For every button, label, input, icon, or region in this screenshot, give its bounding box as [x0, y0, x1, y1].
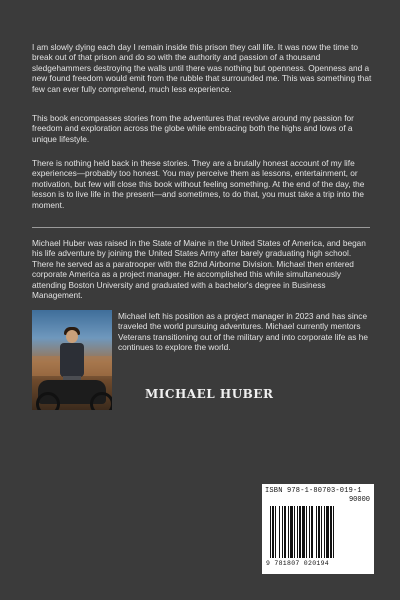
barcode-icon — [262, 484, 374, 574]
photo-person-body — [60, 343, 84, 377]
photo-person-head — [66, 330, 78, 343]
section-divider — [32, 227, 370, 228]
barcode-bars — [270, 506, 370, 558]
blurb-paragraph-3 — [32, 158, 372, 210]
author-photo-icon — [32, 310, 112, 410]
author-bio-1 — [32, 238, 372, 300]
barcode-bar — [333, 506, 334, 558]
blurb-paragraph-2 — [32, 113, 372, 144]
photo-wheel-front — [36, 392, 60, 410]
bio-text-1: Michael Huber was raised in the State of Maine in the United States of America, and began his life adventure by joining the United States Army after barely graduating high school. There he served as a paratrooper with the 82nd Airborne Division. Michael then entered corporate America as a project manager. He accomplished this while simultaneously attending Boston University and graduated with a bachelor's degree in Business Management. — [32, 238, 366, 301]
blurb-text-2: This book encompasses stories from the adventures that revolve around my passion for freedom and exploration across the globe while embracing both the highs and lows of a unique lifestyle. — [32, 113, 354, 144]
barcode-digits: 9 781807 020194 — [266, 560, 330, 567]
price-code: 90000 — [348, 496, 370, 504]
blurb-paragraph-1 — [32, 42, 372, 94]
isbn-text: ISBN 978-1-80703-019-1 — [265, 487, 362, 495]
bio-text-2: Michael left his position as a project manager in 2023 and has since traveled the world pursuing adventures. Michael currently mentors Veterans transitioning out of the military and into corporate life as he continues to explore the world. — [118, 311, 368, 353]
blurb-text-1: I am slowly dying each day I remain inside this prison they call life. It was now the time to break out of that prison and do so with the authority and passion of a thousand sledgehammers destroying the walls until there was nothing but openness. Openness and a new found freedom would emit from the rubble that surrounded me. This was something that few can ever fully comprehend, much less experience. — [32, 42, 372, 94]
blurb-text-3: There is nothing held back in these stories. They are a brutally honest account of my life experiences—probably too honest. You may perceive them as lessons, entertainment, or motivation, but few will close this book without feeling something. At the end of the day, the lesson is to live life in the present—and sometimes, to do that, you must take a trip into the moment. — [32, 158, 365, 210]
author-name: MICHAEL HUBER — [145, 387, 274, 401]
author-bio-2 — [118, 311, 372, 353]
photo-wheel-back — [90, 392, 112, 410]
